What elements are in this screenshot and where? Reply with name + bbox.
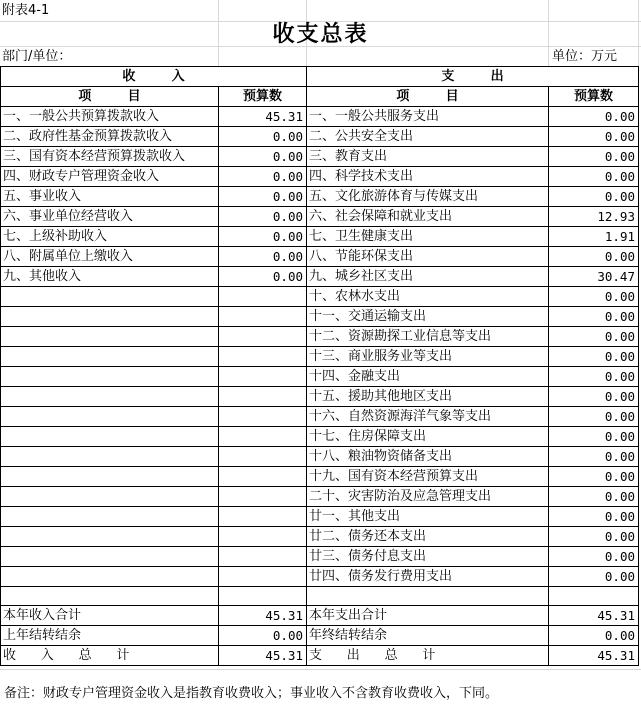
expense-item-name: 二十、灾害防治及应急管理支出 xyxy=(307,487,549,507)
expense-budget-value: 0.00 xyxy=(549,127,639,147)
income-item-name xyxy=(1,427,219,447)
income-item-name xyxy=(1,567,219,587)
expense-item-name: 廿二、债务还本支出 xyxy=(307,527,549,547)
expense-item-name: 十九、国有资本经营预算支出 xyxy=(307,467,549,487)
sheet-tag: 附表4-1 xyxy=(2,3,50,18)
expense-budget-value: 0.00 xyxy=(549,467,639,487)
income-budget-value: 0.00 xyxy=(219,207,307,227)
expense-col-item: 项 目 xyxy=(307,87,549,107)
expense-item-name: 支 出 总 计 xyxy=(307,646,549,666)
income-item-name: 上年结转结余 xyxy=(1,626,219,646)
section-header-row xyxy=(1,67,639,87)
income-budget-value: 45.31 xyxy=(219,107,307,127)
expense-budget-value: 0.00 xyxy=(549,387,639,407)
income-item-name: 七、上级补助收入 xyxy=(1,227,219,247)
income-item-name: 八、附属单位上缴收入 xyxy=(1,247,219,267)
expense-budget-value: 12.93 xyxy=(549,207,639,227)
expense-item-name: 廿四、债务发行费用支出 xyxy=(307,567,549,587)
total-row xyxy=(1,646,639,666)
income-item-name: 五、事业收入 xyxy=(1,187,219,207)
income-budget-value xyxy=(219,507,307,527)
column-header-row xyxy=(1,87,639,107)
table-row xyxy=(1,587,639,606)
table-row xyxy=(1,367,639,387)
income-item-name xyxy=(1,347,219,367)
income-budget-value xyxy=(219,527,307,547)
expense-item-name: 九、城乡社区支出 xyxy=(307,267,549,287)
table-row xyxy=(1,547,639,567)
expense-item-name: 廿三、债务付息支出 xyxy=(307,547,549,567)
income-budget-value: 0.00 xyxy=(219,167,307,187)
expense-budget-value: 1.91 xyxy=(549,227,639,247)
total-row xyxy=(1,606,639,626)
budget-table xyxy=(0,66,639,666)
expense-budget-value: 0.00 xyxy=(549,247,639,267)
expense-budget-value: 0.00 xyxy=(549,407,639,427)
total-row xyxy=(1,626,639,646)
expense-budget-value: 0.00 xyxy=(549,507,639,527)
dept-label: 部门/单位： xyxy=(2,49,72,64)
expense-budget-value: 0.00 xyxy=(549,347,639,367)
income-item-name: 一、一般公共预算拨款收入 xyxy=(1,107,219,127)
income-budget-value xyxy=(219,327,307,347)
expense-item-name: 八、节能环保支出 xyxy=(307,247,549,267)
table-row xyxy=(1,567,639,587)
expense-item-name: 二、公共安全支出 xyxy=(307,127,549,147)
income-budget-value xyxy=(219,427,307,447)
table-row xyxy=(1,287,639,307)
income-col-item: 项 目 xyxy=(1,87,219,107)
table-row xyxy=(1,427,639,447)
expense-budget-value: 0.00 xyxy=(549,167,639,187)
income-budget-value xyxy=(219,407,307,427)
income-budget-value xyxy=(219,447,307,467)
income-budget-value xyxy=(219,367,307,387)
income-item-name xyxy=(1,407,219,427)
table-row xyxy=(1,127,639,147)
income-budget-value xyxy=(219,547,307,567)
income-item-name: 收 入 总 计 xyxy=(1,646,219,666)
table-row xyxy=(1,507,639,527)
expense-col-budget: 预算数 xyxy=(549,87,639,107)
table-row xyxy=(1,307,639,327)
income-item-name: 九、其他收入 xyxy=(1,267,219,287)
table-row xyxy=(1,327,639,347)
income-budget-value xyxy=(219,567,307,587)
expense-budget-value xyxy=(549,587,639,606)
expense-budget-value: 0.00 xyxy=(549,626,639,646)
expense-header: 支 出 xyxy=(307,67,639,87)
expense-item-name: 十七、住房保障支出 xyxy=(307,427,549,447)
expense-item-name: 十五、援助其他地区支出 xyxy=(307,387,549,407)
income-budget-value xyxy=(219,467,307,487)
unit-label: 单位：万元 xyxy=(552,49,618,64)
grid-line xyxy=(0,669,641,670)
income-budget-value xyxy=(219,287,307,307)
table-row xyxy=(1,387,639,407)
income-budget-value: 0.00 xyxy=(219,267,307,287)
income-budget-value: 0.00 xyxy=(219,227,307,247)
expense-item-name xyxy=(307,587,549,606)
expense-item-name: 六、社会保障和就业支出 xyxy=(307,207,549,227)
table-row xyxy=(1,167,639,187)
table-row xyxy=(1,187,639,207)
income-item-name xyxy=(1,527,219,547)
footnote: 备注：财政专户管理资金收入是指教育收费收入；事业收入不含教育收费收入，下同。 xyxy=(4,686,499,701)
table-row xyxy=(1,227,639,247)
expense-item-name: 年终结转结余 xyxy=(307,626,549,646)
income-item-name xyxy=(1,467,219,487)
income-col-budget: 预算数 xyxy=(219,87,307,107)
table-row xyxy=(1,267,639,287)
income-item-name: 三、国有资本经营预算拨款收入 xyxy=(1,147,219,167)
expense-budget-value: 45.31 xyxy=(549,646,639,666)
table-row xyxy=(1,467,639,487)
expense-budget-value: 0.00 xyxy=(549,287,639,307)
expense-item-name: 十一、交通运输支出 xyxy=(307,307,549,327)
income-budget-value: 0.00 xyxy=(219,147,307,167)
income-item-name xyxy=(1,547,219,567)
expense-budget-value: 0.00 xyxy=(549,487,639,507)
income-budget-value: 0.00 xyxy=(219,626,307,646)
expense-budget-value: 30.47 xyxy=(549,267,639,287)
income-budget-value: 0.00 xyxy=(219,247,307,267)
income-item-name xyxy=(1,387,219,407)
expense-budget-value: 45.31 xyxy=(549,606,639,626)
expense-budget-value: 0.00 xyxy=(549,147,639,167)
income-item-name: 四、财政专户管理资金收入 xyxy=(1,167,219,187)
income-item-name xyxy=(1,367,219,387)
expense-budget-value: 0.00 xyxy=(549,567,639,587)
table-row xyxy=(1,107,639,127)
expense-item-name: 五、文化旅游体育与传媒支出 xyxy=(307,187,549,207)
expense-budget-value: 0.00 xyxy=(549,547,639,567)
expense-budget-value: 0.00 xyxy=(549,447,639,467)
expense-item-name: 十二、资源勘探工业信息等支出 xyxy=(307,327,549,347)
income-budget-value xyxy=(219,387,307,407)
expense-item-name: 七、卫生健康支出 xyxy=(307,227,549,247)
expense-budget-value: 0.00 xyxy=(549,367,639,387)
income-item-name xyxy=(1,487,219,507)
table-row xyxy=(1,147,639,167)
income-item-name xyxy=(1,507,219,527)
expense-budget-value: 0.00 xyxy=(549,427,639,447)
income-budget-value: 45.31 xyxy=(219,606,307,626)
income-item-name xyxy=(1,447,219,467)
expense-budget-value: 0.00 xyxy=(549,527,639,547)
income-budget-value: 0.00 xyxy=(219,187,307,207)
income-item-name xyxy=(1,587,219,606)
expense-item-name: 十、农林水支出 xyxy=(307,287,549,307)
income-item-name xyxy=(1,327,219,347)
expense-item-name: 三、教育支出 xyxy=(307,147,549,167)
income-budget-value xyxy=(219,307,307,327)
table-row xyxy=(1,347,639,367)
expense-item-name: 一、一般公共服务支出 xyxy=(307,107,549,127)
expense-item-name: 十六、自然资源海洋气象等支出 xyxy=(307,407,549,427)
table-row xyxy=(1,207,639,227)
income-budget-value xyxy=(219,587,307,606)
income-item-name: 六、事业单位经营收入 xyxy=(1,207,219,227)
expense-budget-value: 0.00 xyxy=(549,187,639,207)
expense-item-name: 四、科学技术支出 xyxy=(307,167,549,187)
expense-item-name: 十三、商业服务业等支出 xyxy=(307,347,549,367)
table-row xyxy=(1,247,639,267)
expense-budget-value: 0.00 xyxy=(549,307,639,327)
income-budget-value: 45.31 xyxy=(219,646,307,666)
page-title: 收支总表 xyxy=(272,22,369,47)
table-row xyxy=(1,527,639,547)
expense-item-name: 廿一、其他支出 xyxy=(307,507,549,527)
table-row xyxy=(1,447,639,467)
expense-budget-value: 0.00 xyxy=(549,327,639,347)
income-budget-value xyxy=(219,347,307,367)
expense-item-name: 十八、粮油物资储备支出 xyxy=(307,447,549,467)
income-item-name xyxy=(1,307,219,327)
table-row xyxy=(1,487,639,507)
income-item-name: 本年收入合计 xyxy=(1,606,219,626)
income-header: 收 入 xyxy=(1,67,307,87)
expense-budget-value: 0.00 xyxy=(549,107,639,127)
income-item-name xyxy=(1,287,219,307)
table-row xyxy=(1,407,639,427)
expense-item-name: 十四、金融支出 xyxy=(307,367,549,387)
expense-item-name: 本年支出合计 xyxy=(307,606,549,626)
income-item-name: 二、政府性基金预算拨款收入 xyxy=(1,127,219,147)
income-budget-value: 0.00 xyxy=(219,127,307,147)
income-budget-value xyxy=(219,487,307,507)
